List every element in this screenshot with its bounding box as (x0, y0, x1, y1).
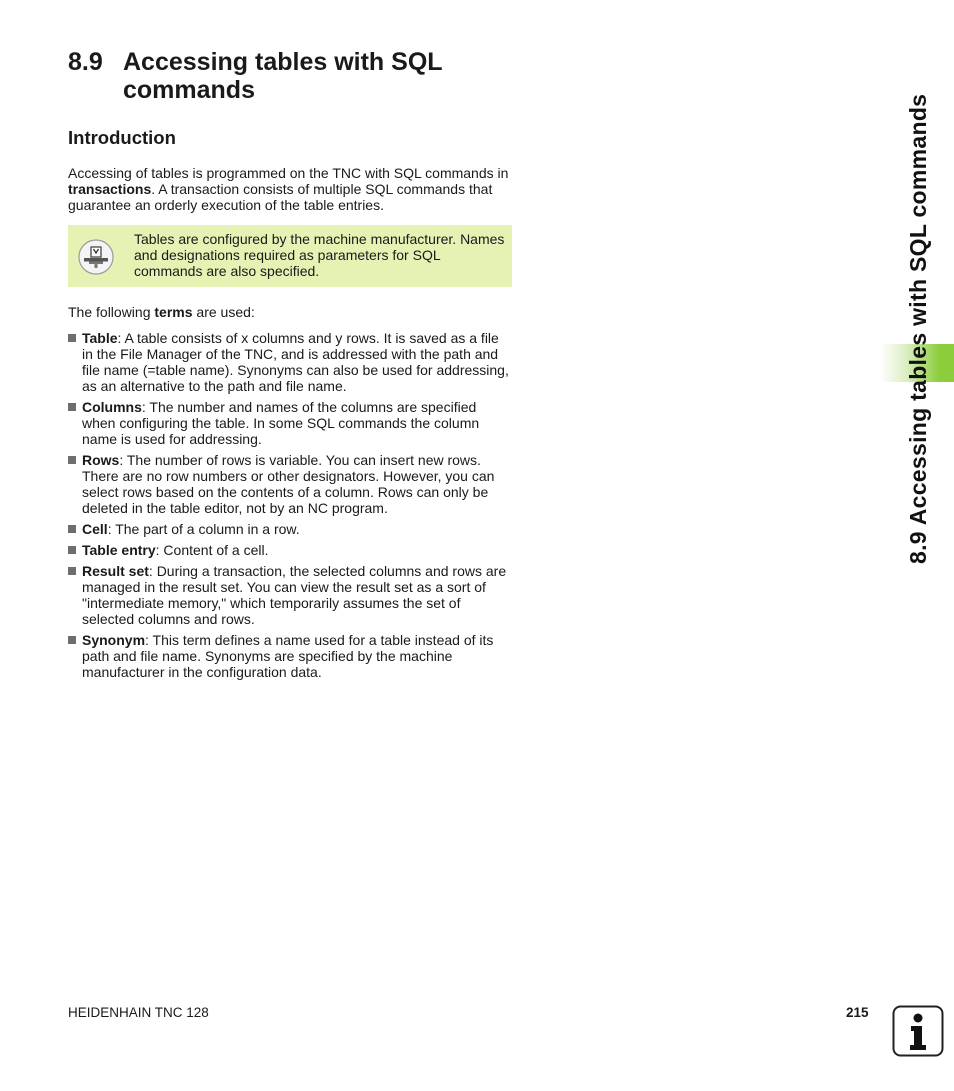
page-number: 215 (846, 1005, 869, 1020)
terms-list (68, 330, 513, 685)
square-bullet-icon (68, 567, 76, 575)
square-bullet-icon (68, 456, 76, 464)
intro-text-2: . A transaction consists of multiple SQL commands that guarantee an orderly execution of the table entries. (68, 181, 493, 213)
term-name: Result set (82, 563, 149, 579)
square-bullet-icon (68, 334, 76, 342)
page-title: Accessing tables with SQL commands (123, 48, 443, 104)
intro-bold: transactions (68, 181, 152, 197)
term-description: : Content of a cell. (155, 542, 269, 558)
list-item (68, 399, 513, 447)
list-item (68, 521, 513, 537)
term-name: Table (82, 330, 118, 346)
term-description: : This term defines a name used for a table instead of its path and file name. Synonyms are specified by the machine manufacturer in the configuration data. (82, 632, 494, 680)
terms-intro (68, 304, 513, 320)
term-name: Table entry (82, 542, 156, 558)
term-description: : During a transaction, the selected columns and rows are managed in the result set. You can view the result set as a sort of "intermediate memory," which temporarily assumes the set of selected columns and rows. (82, 563, 507, 627)
section-number: 8.9 (68, 48, 103, 76)
square-bullet-icon (68, 403, 76, 411)
term-description: : A table consists of x columns and y rows. It is saved as a file in the File Manager of the TNC, and is addressed with the path and file name (=table name). Synonyms can also be used for addressing, as an alternative to the path and file name. (82, 330, 509, 394)
footer-product-name: HEIDENHAIN TNC 128 (68, 1005, 209, 1020)
info-icon (892, 1005, 944, 1057)
note-box (68, 225, 512, 287)
list-item (68, 632, 513, 680)
term-name: Columns (82, 399, 142, 415)
terms-intro-text-1: The following (68, 304, 155, 320)
sidebar-running-title: 8.9 Accessing tables with SQL commands (905, 93, 931, 564)
terms-intro-text-2: are used: (192, 304, 255, 320)
intro-text-1: Accessing of tables is programmed on the TNC with SQL commands in (68, 165, 509, 181)
term-description: : The number and names of the columns are specified when configuring the table. In some SQL commands the column name is used for addressing. (82, 399, 480, 447)
term-description: : The number of rows is variable. You can insert new rows. There are no row numbers or other designators. However, you can select rows based on the contents of a column. Rows can only be deleted in the table editor, not by an NC program. (82, 452, 495, 516)
list-item (68, 563, 513, 627)
subheading: Introduction (68, 127, 176, 148)
list-item (68, 452, 513, 516)
terms-intro-bold: terms (154, 304, 193, 320)
note-text: Tables are configured by the machine manufacturer. Names and designations required as parameters for SQL commands are also specified. (134, 231, 505, 279)
square-bullet-icon (68, 546, 76, 554)
term-name: Synonym (82, 632, 146, 648)
machine-manufacturer-icon (78, 239, 114, 275)
list-item (68, 542, 513, 558)
term-name: Rows (82, 452, 120, 468)
term-name: Cell (82, 521, 108, 537)
square-bullet-icon (68, 525, 76, 533)
term-description: : The part of a column in a row. (107, 521, 300, 537)
intro-paragraph (68, 165, 513, 213)
square-bullet-icon (68, 636, 76, 644)
list-item (68, 330, 513, 394)
